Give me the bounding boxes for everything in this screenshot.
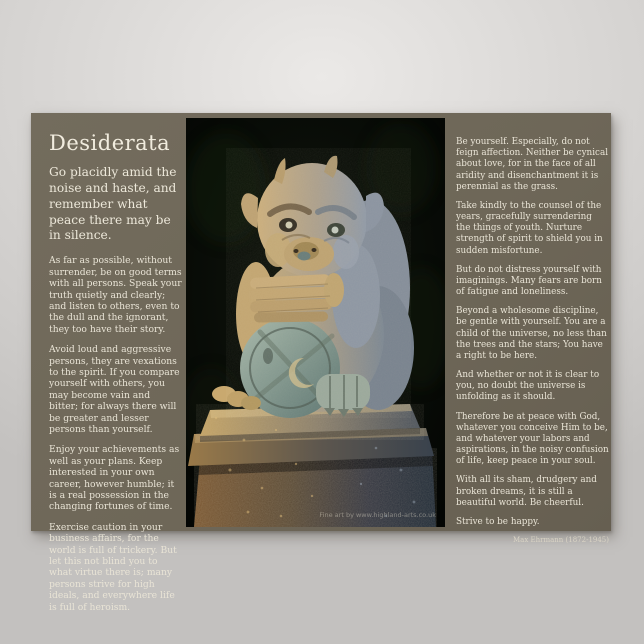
poem-paragraph: Strive to be happy. (456, 516, 540, 527)
poem-paragraph: Avoid loud and aggressive persons, they are vexations to the spirit. If you compare yourself with others, you may become vain and bitter; for always there will be greater and lesser persons than yourself. (49, 344, 180, 435)
author-attribution: Max Ehrmann (1872-1945) (513, 536, 609, 545)
poem-paragraph: Be yourself. Especially, do not feign affection. Neither be cynical about love, for in the face of all aridity and disenchantment it is perennial as the grass. (456, 137, 609, 192)
poem-paragraph: And whether or not it is clear to you, no doubt the universe is unfolding as it should. (456, 370, 600, 403)
poem-paragraph: With all its sham, drudgery and broken dreams, it is still a beautiful world. Be cheerful. (456, 475, 597, 508)
poem-paragraph: Therefore be at peace with God, whatever you conceive Him to be, and whatever your labors and aspirations, in the noisy confusion of life, keep peace in your soul. (456, 411, 609, 467)
poem-paragraph: Enjoy your achievements as well as your plans. Keep interested in your own career, however humble; it is a real possession in the changing fortunes of time. (49, 444, 180, 513)
poem-paragraph: Beyond a wholesome discipline, be gentle with yourself. You are a child of the universe, no less than the trees and the stars; You have a right to be here. (456, 306, 607, 361)
poem-intro: Go placidly amid the noise and haste, and remember what peace there may be in silence. (49, 165, 177, 243)
gargoyle-statue-illustration (186, 118, 445, 527)
poem-paragraph: Exercise caution in your business affairs, for the world is full of trickery. But let this not blind you to what virtue there is; many persons strive for high ideals, and everywhere life is full of heroism. (49, 521, 177, 613)
poem-paragraph: As far as possible, without surrender, be on good terms with all persons. Speak your truth quietly and clearly; and listen to others, even to the dull and the ignorant, they too have their story. (49, 255, 182, 335)
gargoyle-photo (186, 118, 445, 527)
poem-paragraph: But do not distress yourself with imaginings. Many fears are born of fatigue and loneliness. (456, 264, 602, 298)
poem-paragraph: Take kindly to the counsel of the years, gracefully surrendering the things of youth. Nurture strength of spirit to shield you in sudden misfortune. (456, 200, 603, 256)
right-poem-column (456, 137, 609, 544)
left-poem-column (49, 131, 182, 622)
desiderata-poster (31, 113, 611, 613)
poem-title: Desiderata (49, 131, 171, 155)
photo-watermark: Fine art by www.highland-arts.co.uk (319, 511, 436, 519)
gargoyle-statue (212, 148, 414, 418)
